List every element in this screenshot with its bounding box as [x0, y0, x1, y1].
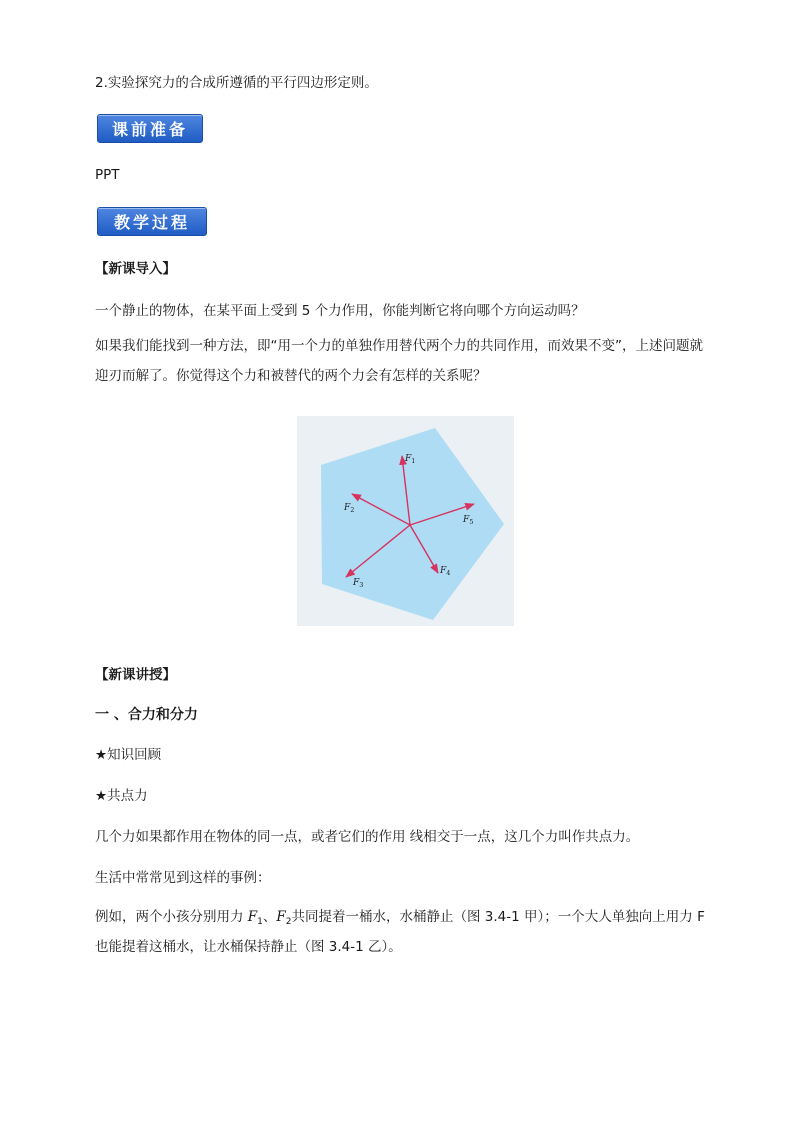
- subscript-2: 2: [285, 917, 292, 927]
- symbol-f2: F: [276, 909, 286, 925]
- five-forces-svg: [297, 416, 514, 626]
- force-label-2: $F_2$: [344, 503, 355, 514]
- concurrent-forces-definition: 几个力如果都作用在物体的同一点，或者它们的作用 线相交于一点，这几个力叫作共点力。: [95, 829, 640, 845]
- prep-badge: 课前准备: [97, 114, 203, 143]
- force-label-5: $F_5$: [463, 515, 474, 526]
- example-text-2: 共同提着一桶水，水桶静止（图 3.4-1 甲）；一个大人单独向上用力 F 也能提着这桶水，让水桶保持静止（图 3.4-1 乙）。: [95, 909, 705, 955]
- five-forces-figure: [297, 416, 514, 626]
- example-paragraph: [95, 902, 705, 962]
- example-separator: 、: [262, 909, 277, 925]
- subscript-1: 1: [257, 917, 263, 927]
- force-label-3: $F_3$: [353, 578, 364, 589]
- heading-resultant-and-component: 一 、合力和分力: [95, 707, 198, 723]
- section-intro-heading: 【新课导入】: [95, 261, 176, 277]
- intro-question-1: 一个静止的物体，在某平面上受到 5 个力作用，你能判断它将向哪个方向运动吗？: [95, 303, 585, 319]
- life-examples-intro: 生活中常常见到这样的事例：: [95, 870, 271, 886]
- objective-2: 2.实验探究力的合成所遵循的平行四边形定则。: [95, 75, 378, 91]
- intro-question-2: 如果我们能找到一种方法，即“用一个力的单独作用替代两个力的共同作用，而效果不变”，上述问题就迎刃而解了。你觉得这个力和被替代的两个力会有怎样的关系呢？: [95, 338, 703, 384]
- section-lecture-heading: 【新课讲授】: [95, 667, 176, 683]
- force-label-1: $F_1$: [405, 454, 416, 465]
- process-badge: 教学过程: [97, 207, 207, 236]
- force-label-4: $F_4$: [440, 566, 451, 577]
- example-text-1: 例如，两个小孩分别用力: [95, 909, 248, 925]
- prep-content: PPT: [95, 167, 120, 183]
- star-knowledge-review: ★知识回顾: [95, 747, 162, 763]
- symbol-f1: F: [247, 909, 258, 925]
- star-concurrent-forces: ★共点力: [95, 788, 148, 804]
